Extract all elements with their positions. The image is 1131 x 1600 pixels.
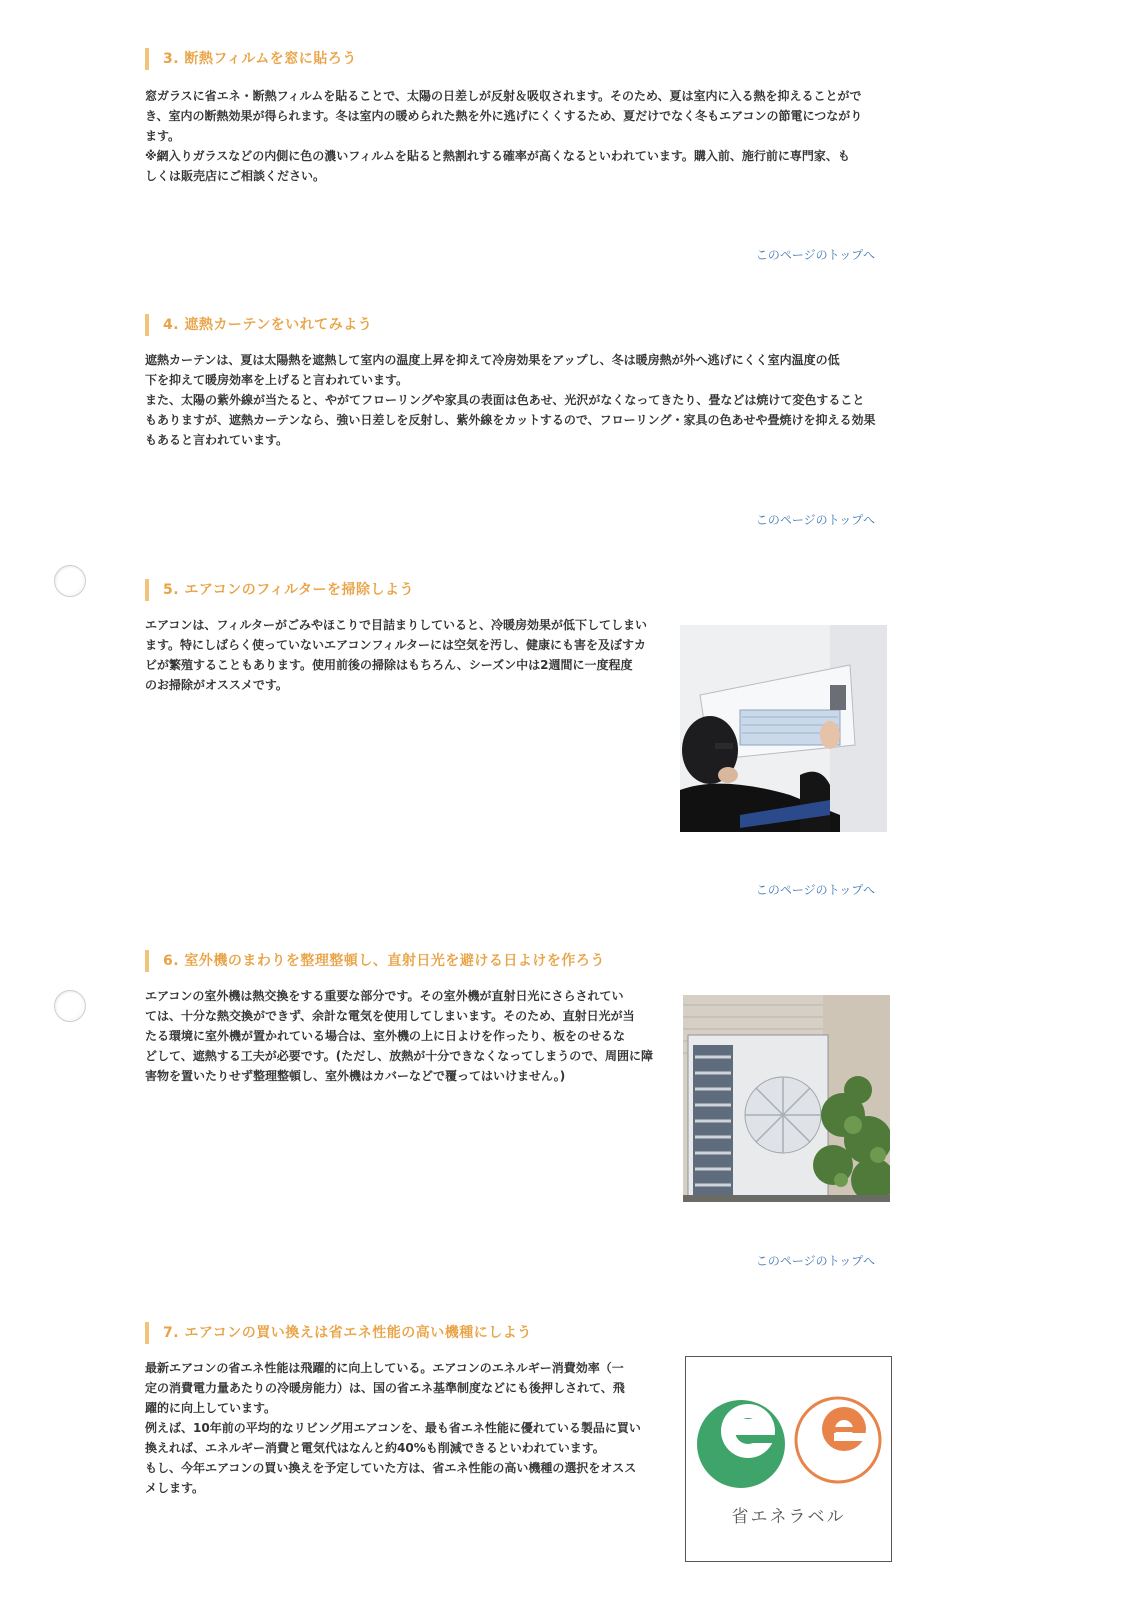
energy-saving-label bbox=[685, 1356, 892, 1562]
section-7 bbox=[145, 1322, 905, 1527]
section-body: エアコンは、フィルターがごみやほこりで目詰まりしていると、冷暖房効果が低下してしまい ます。特にしばらく使っていないエアコンフィルターには空気を汚し、健康にも害を及ぼすカ ビが繁殖することもあります。使用前後の掃除はもちろん、シーズン中は2週間に一度程度 のお掃除がオススメです。 bbox=[145, 618, 647, 692]
section-5 bbox=[145, 579, 905, 897]
section-heading: 6. 室外機のまわりを整理整頓し、直射日光を避ける日よけを作ろう bbox=[145, 950, 905, 972]
eco-e-orange-icon bbox=[796, 1398, 880, 1482]
eco-e-green-icon bbox=[697, 1400, 785, 1488]
section-6 bbox=[145, 950, 905, 1268]
back-to-top-link[interactable]: このページのトップへ bbox=[755, 513, 875, 527]
section-heading: 5. エアコンのフィルターを掃除しよう bbox=[145, 579, 905, 601]
section-body: 最新エアコンの省エネ性能は飛躍的に向上している。エアコンのエネルギー消費効率（一 定の消費電力量あたりの冷暖房能力）は、国の省エネ基準制度などにも後押しされて、飛 躍的に向上しています。 例えば、10年前の平均的なリビング用エアコンを、最も省エネ性能に優れている製品に買い 換えれば、エネルギー消費と電気代はなんと約40%も削減できるといわれています。 もし、今年エアコンの買い換えを予定していた方は、省エネ性能の高い機種の選択をオスス メします。 bbox=[145, 1361, 641, 1495]
section-heading: 4. 遮熱カーテンをいれてみよう bbox=[145, 314, 905, 336]
punch-hole-top bbox=[54, 565, 86, 597]
section-body: 遮熱カーテンは、夏は太陽熱を遮熱して室内の温度上昇を抑えて冷房効果をアップし、冬は暖房熱が外へ逃げにくく室内温度の低 下を抑えて暖房効率を上げると言われています。 また、太陽の紫外線が当たると、やがてフローリングや家具の表面は色あせ、光沢がなくなってきたり、畳などは焼けて変色すること もありますが、遮熱カーテンなら、強い日差しを反射し、紫外線をカットするので、フローリング・家具の色あせや畳焼けを抑える効果 もあると言われています。 bbox=[145, 353, 876, 447]
back-to-top-link[interactable]: このページのトップへ bbox=[755, 883, 875, 897]
aircon-filter-cleaning-photo bbox=[680, 625, 887, 832]
section-4 bbox=[145, 314, 905, 527]
outdoor-unit-photo bbox=[683, 995, 890, 1202]
section-heading: 3. 断熱フィルムを窓に貼ろう bbox=[145, 48, 905, 70]
section-3 bbox=[145, 48, 905, 262]
back-to-top-link[interactable]: このページのトップへ bbox=[755, 1254, 875, 1268]
section-heading: 7. エアコンの買い換えは省エネ性能の高い機種にしよう bbox=[145, 1322, 905, 1344]
punch-hole-bottom bbox=[54, 990, 86, 1022]
back-to-top-link[interactable]: このページのトップへ bbox=[755, 248, 875, 262]
section-body: エアコンの室外機は熱交換をする重要な部分です。その室外機が直射日光にさらされてい ては、十分な熱交換ができず、余計な電気を使用してしまいます。そのため、直射日光が当 たる環境に室外機が置かれている場合は、室外機の上に日よけを作ったり、板をのせるな どして、遮熱する工夫が必要です。(ただし、放熱が十分できなくなってしまうので、周囲に障 害物を置いたりせず整理整頓し、室外機はカバーなどで覆ってはいけません。) bbox=[145, 989, 654, 1083]
energy-label-caption: 省エネラベル bbox=[731, 1507, 846, 1527]
section-body: 窓ガラスに省エネ・断熱フィルムを貼ることで、太陽の日差しが反射＆吸収されます。そのため、夏は室内に入る熱を抑えることがで き、室内の断熱効果が得られます。冬は室内の暖められた熱を外に逃げにくくするため、夏だけでなく冬もエアコンの節電につながり ます。 ※網入りガラスなどの内側に色の濃いフィルムを貼ると熱割れする確率が高くなるといわれています。購入前、施行前に専門家、も しくは販売店にご相談ください。 bbox=[145, 89, 863, 183]
